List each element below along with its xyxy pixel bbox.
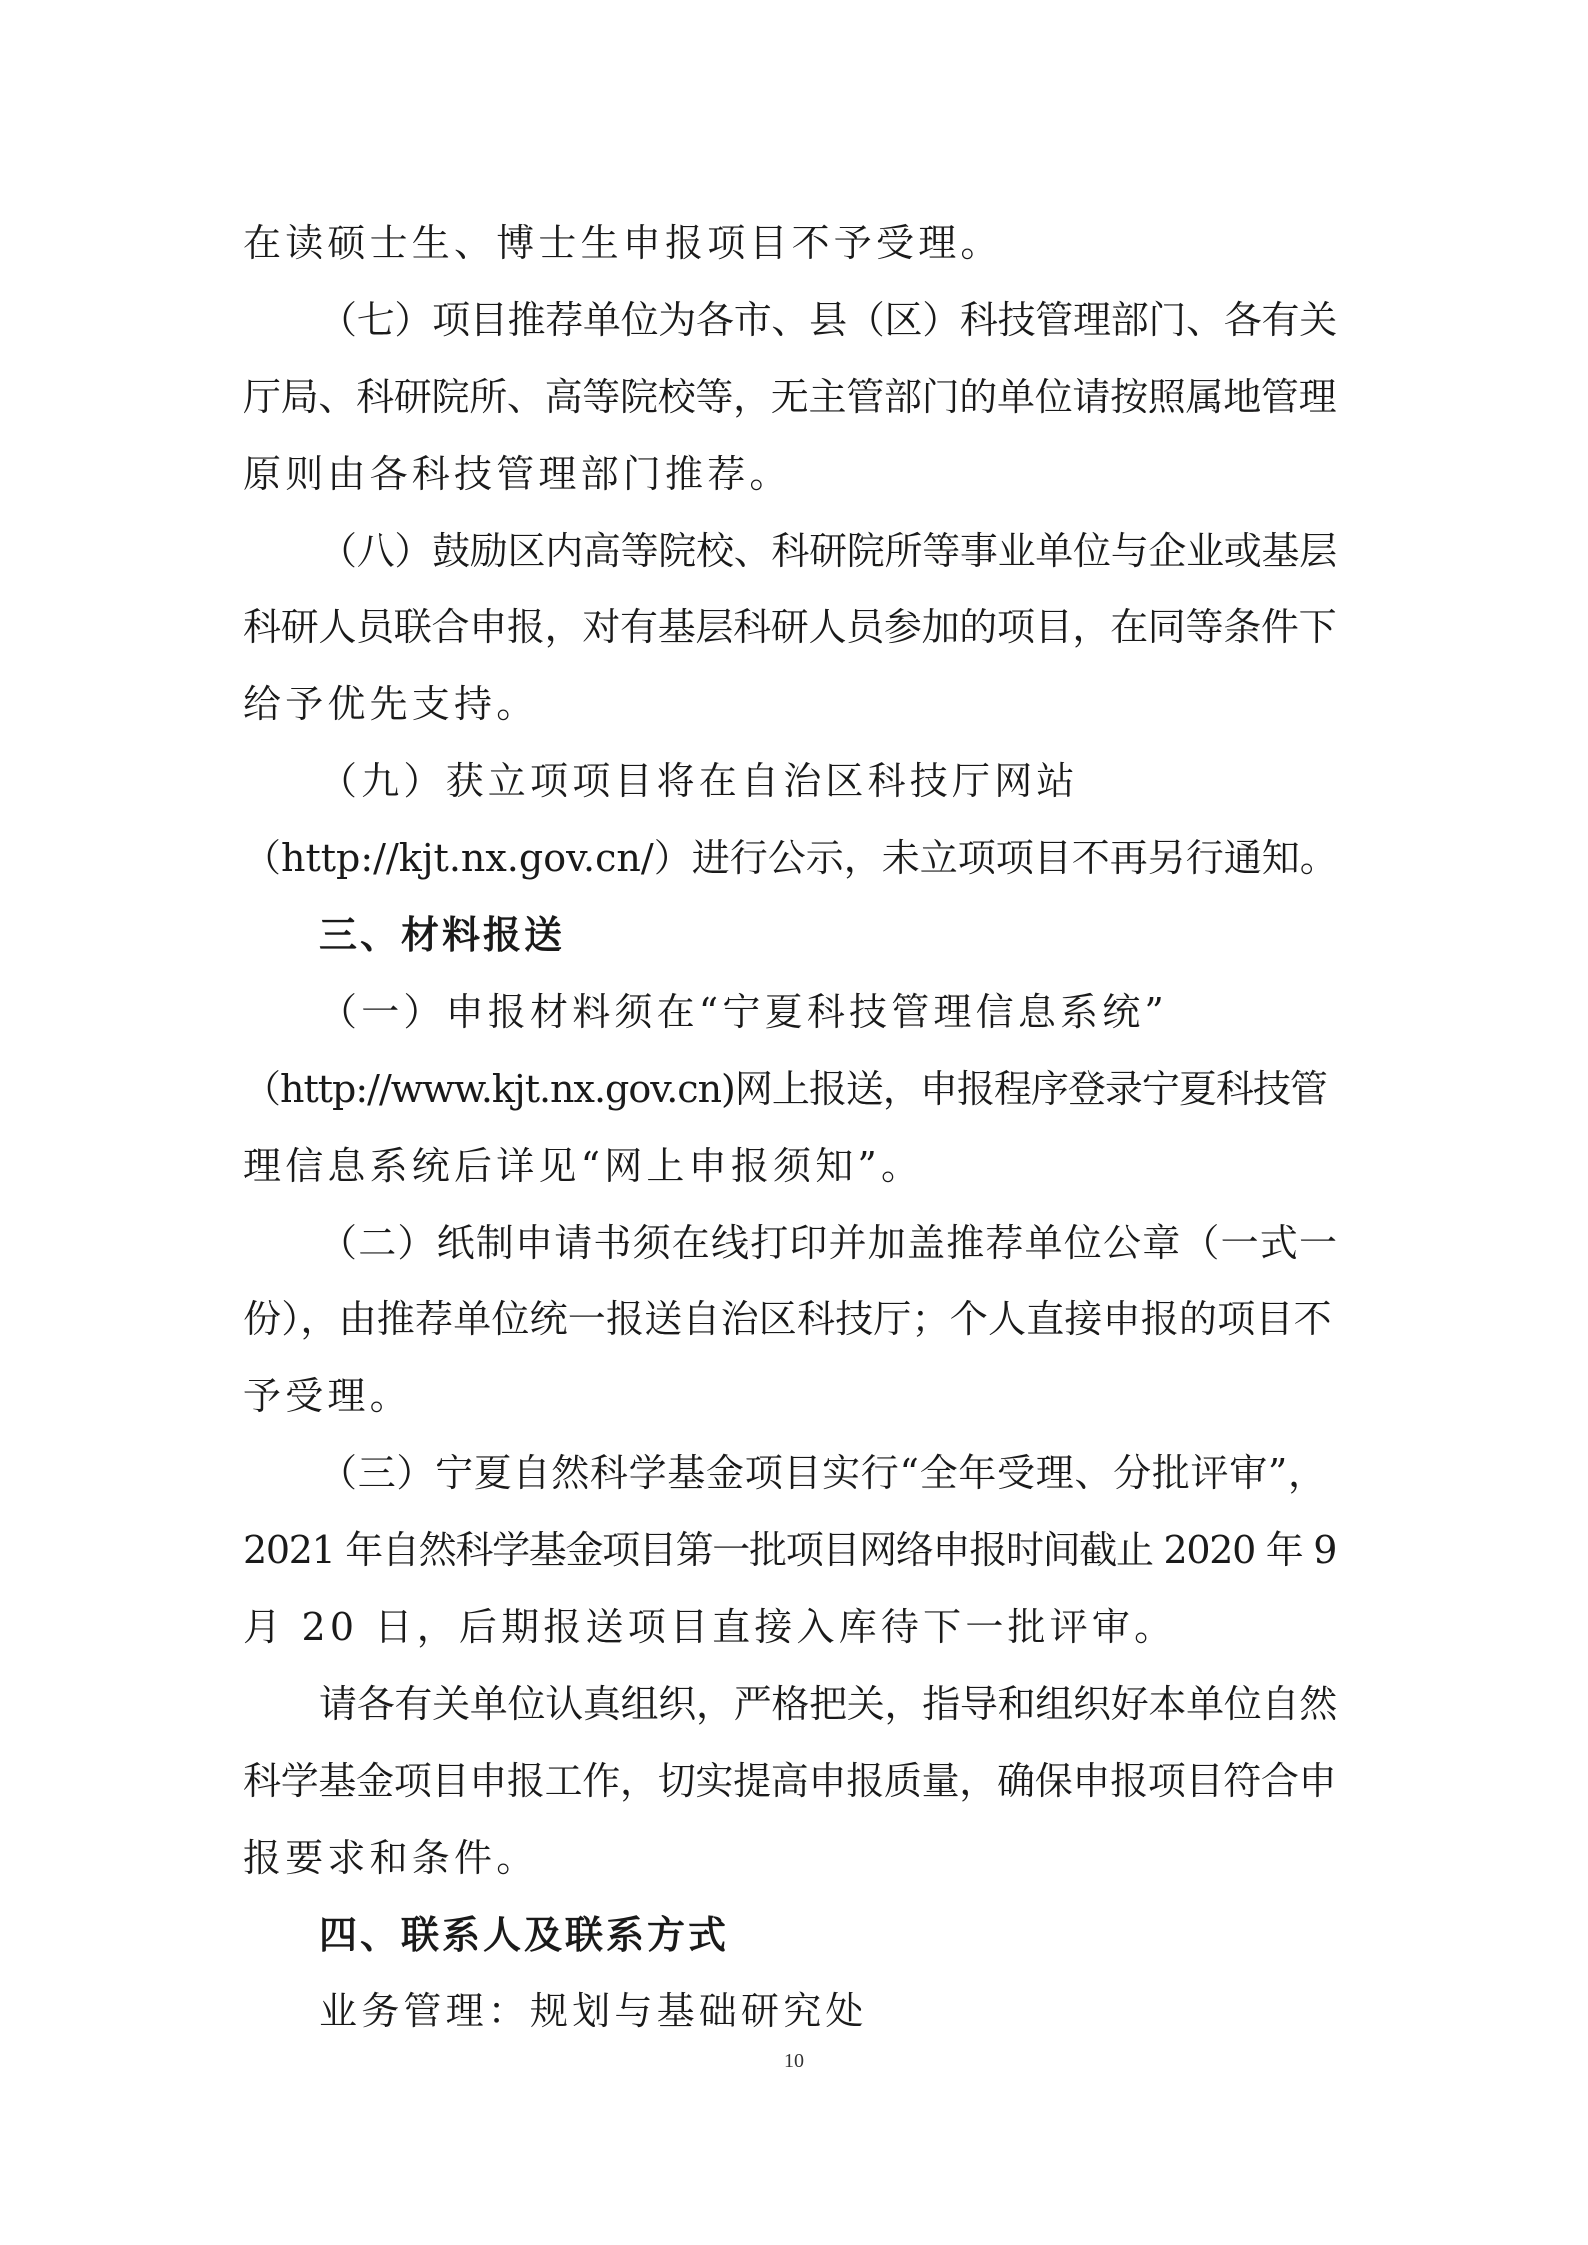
paragraph-line: 业务管理：规划与基础研究处 — [319, 1989, 868, 2034]
paragraph-line: （一）申报材料须在“宁夏科技管理信息系统” — [319, 989, 1169, 1034]
paragraph-line: 予受理。 — [243, 1374, 412, 1419]
paragraph-line: 给予优先支持。 — [243, 682, 539, 727]
paragraph-line: 理信息系统后详见“网上申报须知”。 — [243, 1143, 924, 1188]
document-body — [243, 205, 1338, 2050]
paragraph-line: 原则由各科技管理部门推荐。 — [243, 451, 792, 496]
paragraph-line: 厅局、科研院所、高等院校等，无主管部门的单位请按照属地管理 — [243, 374, 1337, 419]
page-number: 10 — [784, 2050, 804, 2072]
section-heading: 三、材料报送 — [319, 913, 566, 958]
paragraph-line: 请各有关单位认真组织，严格把关，指导和组织好本单位自然 — [319, 1681, 1337, 1726]
paragraph-line: （九）获立项项目将在自治区科技厅网站 — [319, 759, 1079, 804]
paragraph-line: 月 20 日，后期报送项目直接入库待下一批评审。 — [243, 1605, 1177, 1650]
paragraph-line: 在读硕士生、博士生申报项目不予受理。 — [243, 221, 1003, 265]
paragraph-line: 份），由推荐单位统一报送自治区科技厅；个人直接申报的项目不 — [243, 1297, 1332, 1342]
paragraph-line: 科研人员联合申报，对有基层科研人员参加的项目，在同等条件下 — [243, 605, 1337, 650]
paragraph-line: （http://kjt.nx.gov.cn/）进行公示，未立项项目不再另行通知。 — [243, 836, 1338, 881]
paragraph-line: （八）鼓励区内高等院校、科研院所等事业单位与企业或基层 — [319, 528, 1337, 573]
paragraph-line: （二）纸制申请书须在线打印并加盖推荐单位公章（一式一 — [319, 1220, 1339, 1265]
paragraph-line: （http://www.kjt.nx.gov.cn)网上报送，申报程序登录宁夏科技管 — [243, 1066, 1327, 1111]
paragraph-line: （三）宁夏自然科学基金项目实行“全年受理、分批评审”， — [319, 1451, 1327, 1496]
paragraph-line: 科学基金项目申报工作，切实提高申报质量，确保申报项目符合申 — [243, 1758, 1337, 1803]
paragraph-line: 2021 年自然科学基金项目第一批项目网络申报时间截止 2020 年 9 — [243, 1528, 1337, 1573]
paragraph-line: （七）项目推荐单位为各市、县（区）科技管理部门、各有关 — [319, 297, 1337, 342]
section-heading: 四、联系人及联系方式 — [319, 1912, 730, 1957]
paragraph-line: 报要求和条件。 — [243, 1835, 539, 1880]
